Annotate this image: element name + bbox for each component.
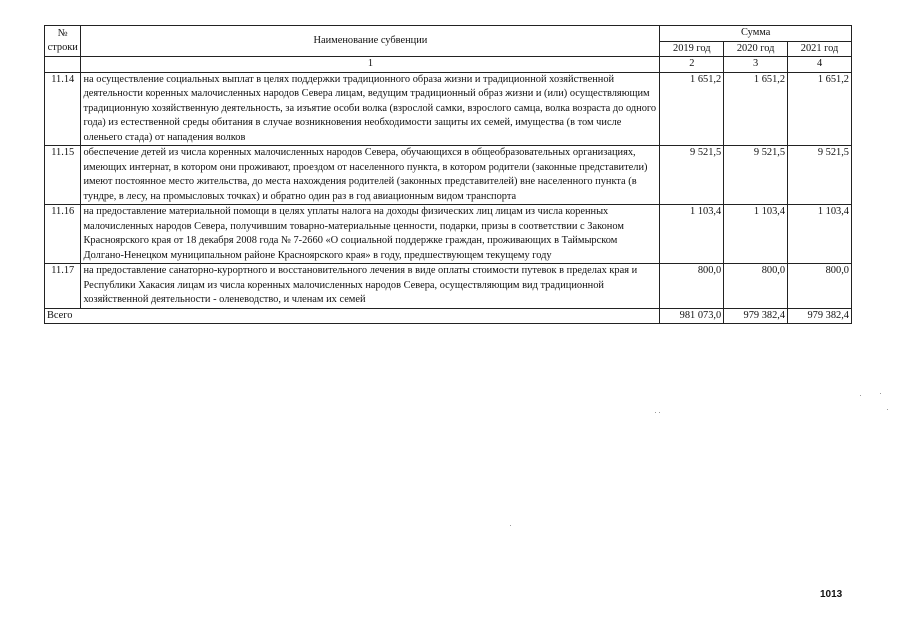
scan-speck (659, 412, 660, 413)
year-2021-header: 2021 год (788, 41, 852, 57)
column-index-3: 3 (724, 57, 788, 73)
column-index-1: 1 (81, 57, 660, 73)
scan-speck (655, 412, 656, 413)
scan-speck (510, 525, 511, 526)
table-row (45, 264, 852, 309)
subvention-description: на предоставление санаторно-курортного и восстановительного лечения в виде оплаты стоимости путевок в пределах края и Республики Хакасия лицам из числа коренных малочисленных народов Севера, осуществляющим вид традиционной хозяйственной деятельности - оленеводство, и членам их семей (81, 264, 660, 309)
row-number: 11.15 (45, 146, 81, 205)
table-row (45, 205, 852, 264)
amount-2021: 1 103,4 (788, 205, 852, 264)
subvention-description: обеспечение детей из числа коренных малочисленных народов Севера, обучающихся в общеобразовательных организациях, имеющих интернат, в котором они проживают, проездом от населенного пункта, в котором родители (законные представители) имеют постоянное место жительства, до места нахождения родителей (законных представителей) вне населенного пункта (в тундре, в лесу, на промысловых точках) и обратно один раз в год авиационным видом транспорта (81, 146, 660, 205)
row-number-header: № строки (45, 26, 81, 57)
scan-speck (880, 393, 881, 394)
total-2019: 981 073,0 (660, 308, 724, 324)
amount-2021: 9 521,5 (788, 146, 852, 205)
table-row (45, 146, 852, 205)
row-number: 11.16 (45, 205, 81, 264)
column-index-2: 2 (660, 57, 724, 73)
total-2020: 979 382,4 (724, 308, 788, 324)
amount-2019: 1 651,2 (660, 72, 724, 146)
row-number: 11.17 (45, 264, 81, 309)
header-row-1 (45, 26, 852, 42)
year-2019-header: 2019 год (660, 41, 724, 57)
total-label: Всего (45, 308, 660, 324)
subvention-name-header: Наименование субвенции (81, 26, 660, 57)
amount-2019: 800,0 (660, 264, 724, 309)
subvention-description: на предоставление материальной помощи в целях уплаты налога на доходы физических лиц лицам из числа коренных малочисленных народов Севера, получившим товарно-материальные ценности, подарки, призы в соответствии с Законом Красноярского края от 18 декабря 2008 года № 7-2660 «О социальной поддержке граждан, проживающих в Таймырском Долгано-Ненецком муниципальном районе Красноярского края» в году, предшествующем текущему году (81, 205, 660, 264)
table-row (45, 72, 852, 146)
sum-header: Сумма (660, 26, 852, 42)
year-2020-header: 2020 год (724, 41, 788, 57)
amount-2019: 9 521,5 (660, 146, 724, 205)
amount-2021: 1 651,2 (788, 72, 852, 146)
total-2021: 979 382,4 (788, 308, 852, 324)
column-index-empty (45, 57, 81, 73)
scan-speck (887, 409, 888, 410)
amount-2020: 1 651,2 (724, 72, 788, 146)
column-index-row (45, 57, 852, 73)
page-number: 1013 (820, 589, 843, 600)
row-number: 11.14 (45, 72, 81, 146)
column-index-4: 4 (788, 57, 852, 73)
scan-speck (860, 395, 861, 396)
amount-2019: 1 103,4 (660, 205, 724, 264)
subvention-table (44, 25, 852, 324)
subvention-description: на осуществление социальных выплат в целях поддержки традиционного образа жизни и традиционной хозяйственной деятельности коренных малочисленных народов Севера лицам, ведущим традиционный образ жизни и (или) осуществляющим традиционную хозяйственную деятельность, за изъятие особи волка (взрослой самки, взрослого самца, волка возраста до одного года) из естественной среды обитания в случае возникновения необходимости защиты их семей, имущества (в том числе оленьего стада) от нападения волков (81, 72, 660, 146)
total-row (45, 308, 852, 324)
amount-2020: 1 103,4 (724, 205, 788, 264)
amount-2021: 800,0 (788, 264, 852, 309)
amount-2020: 800,0 (724, 264, 788, 309)
amount-2020: 9 521,5 (724, 146, 788, 205)
